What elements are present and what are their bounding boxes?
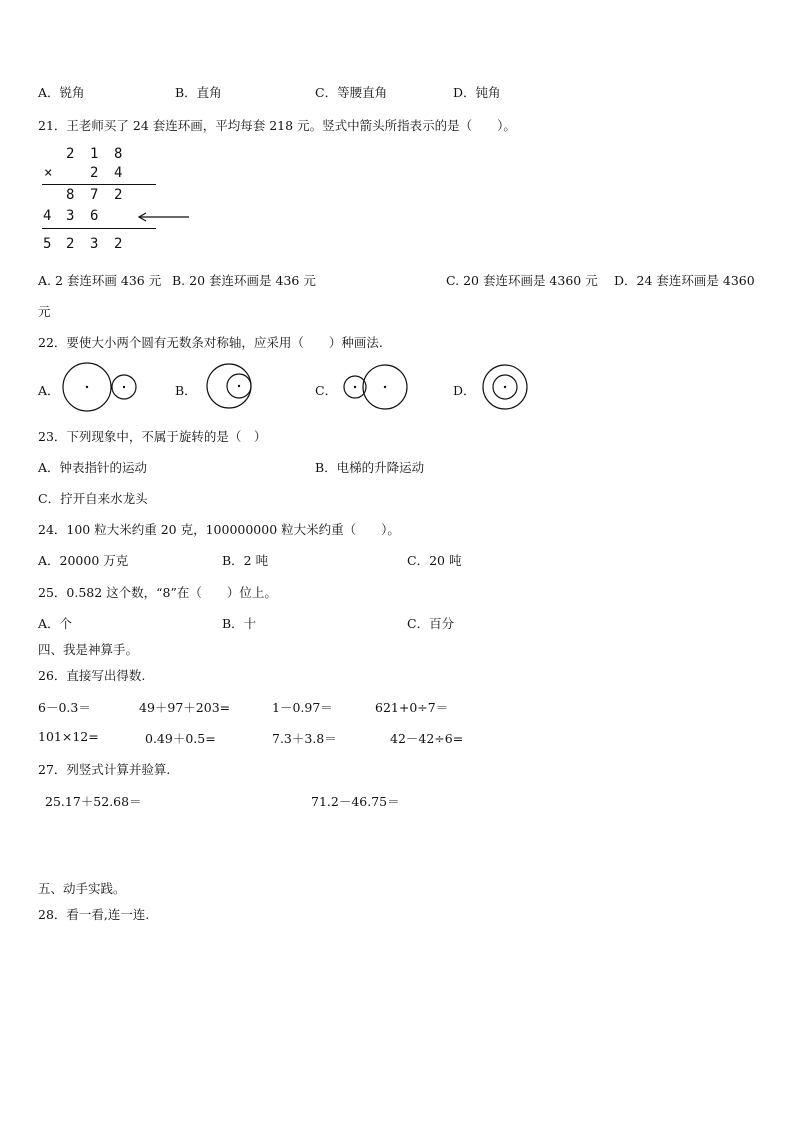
- calc-digit: 5: [43, 236, 53, 252]
- q23-option-a: A．钟表指针的运动: [38, 460, 148, 475]
- calc-digit: 2: [66, 236, 76, 252]
- calc-digit: 3: [66, 208, 76, 224]
- q26-item: 7.3＋3.8＝: [272, 731, 337, 746]
- q24-option-a: A．20000 万克: [38, 553, 129, 568]
- q21-option-d-wrap: 元: [38, 304, 51, 319]
- q22-question-text: 22．要使大小两个圆有无数条对称轴，应采用（ ）种画法.: [38, 335, 383, 350]
- calc-digit: 8: [114, 146, 124, 162]
- calc-digit: 2: [90, 165, 100, 181]
- q23-question-text: 23．下列现象中，不属于旋转的是（ ）: [38, 429, 267, 444]
- q25-option-a: A．个: [38, 616, 73, 631]
- calc-digit: 2: [114, 236, 124, 252]
- q24-option-b: B．2 吨: [222, 553, 269, 568]
- q24-option-c: C．20 吨: [407, 553, 462, 568]
- calc-digit: 4: [114, 165, 124, 181]
- q27-item: 71.2－46.75＝: [311, 794, 400, 809]
- q22-option-a-label: A．: [38, 383, 60, 398]
- arrow-left-icon: [134, 212, 194, 222]
- calc-digit: 8: [66, 187, 76, 203]
- q26-item: 49＋97＋203=: [139, 700, 231, 715]
- q25-option-b: B．十: [222, 616, 257, 631]
- calc-rule-line: [42, 184, 156, 185]
- calc-digit: 7: [90, 187, 100, 203]
- q23-option-b: B．电梯的升降运动: [315, 460, 425, 475]
- q28-question-text: 28．看一看,连一连.: [38, 907, 150, 922]
- calc-digit: 6: [90, 208, 100, 224]
- q25-question-text: 25．0.582 这个数，“8”在（ ）位上。: [38, 585, 277, 600]
- circles-apart-icon: [60, 360, 140, 414]
- calc-rule-line: [42, 228, 156, 229]
- q26-item: 101×12=: [38, 729, 99, 744]
- q26-item: 1－0.97＝: [272, 700, 333, 715]
- q24-question-text: 24．100 粒大米约重 20 克，100000000 粒大米约重（ ）。: [38, 522, 400, 537]
- circles-internal-tangent-icon: [203, 360, 263, 414]
- concentric-circles-icon: [478, 360, 538, 414]
- section-4-heading: 四、我是神算手。: [38, 642, 139, 657]
- calc-digit: 3: [90, 236, 100, 252]
- q20-option-a: A．锐角: [38, 85, 85, 100]
- q22-option-d-label: D．: [453, 383, 476, 398]
- q21-option-c: C. 20 套连环画是 4360 元: [446, 273, 598, 288]
- q21-question-text: 21．王老师买了 24 套连环画，平均每套 218 元。竖式中箭头所指表示的是（ ）。: [38, 118, 516, 133]
- q27-item: 25.17＋52.68＝: [45, 794, 142, 809]
- q22-option-b-label: B．: [175, 383, 197, 398]
- q22-option-c-label: C．: [315, 383, 338, 398]
- circles-external-tangent-icon: [337, 360, 417, 414]
- q23-option-c: C．拧开自来水龙头: [38, 491, 148, 506]
- q20-option-d: D．钝角: [453, 85, 501, 100]
- q26-item: 42－42÷6=: [390, 731, 464, 746]
- q26-item: 621+0÷7＝: [375, 700, 449, 715]
- section-5-heading: 五、动手实践。: [38, 881, 126, 896]
- calc-digit: 2: [66, 146, 76, 162]
- q21-option-a: A. 2 套连环画 436 元: [38, 273, 162, 288]
- q20-option-b: B．直角: [175, 85, 222, 100]
- q27-question-text: 27．列竖式计算并验算.: [38, 762, 171, 777]
- q25-option-c: C．百分: [407, 616, 455, 631]
- calc-digit: 1: [90, 146, 100, 162]
- q21-option-b: B. 20 套连环画是 436 元: [172, 273, 316, 288]
- q26-item: 6－0.3＝: [38, 700, 91, 715]
- q26-question-text: 26．直接写出得数.: [38, 668, 146, 683]
- q26-item: 0.49＋0.5=: [145, 731, 216, 746]
- q21-option-d: D．24 套连环画是 4360: [614, 273, 755, 288]
- calc-digit: 4: [43, 208, 53, 224]
- multiply-sign: ×: [44, 165, 54, 181]
- q20-option-c: C．等腰直角: [315, 85, 388, 100]
- calc-digit: 2: [114, 187, 124, 203]
